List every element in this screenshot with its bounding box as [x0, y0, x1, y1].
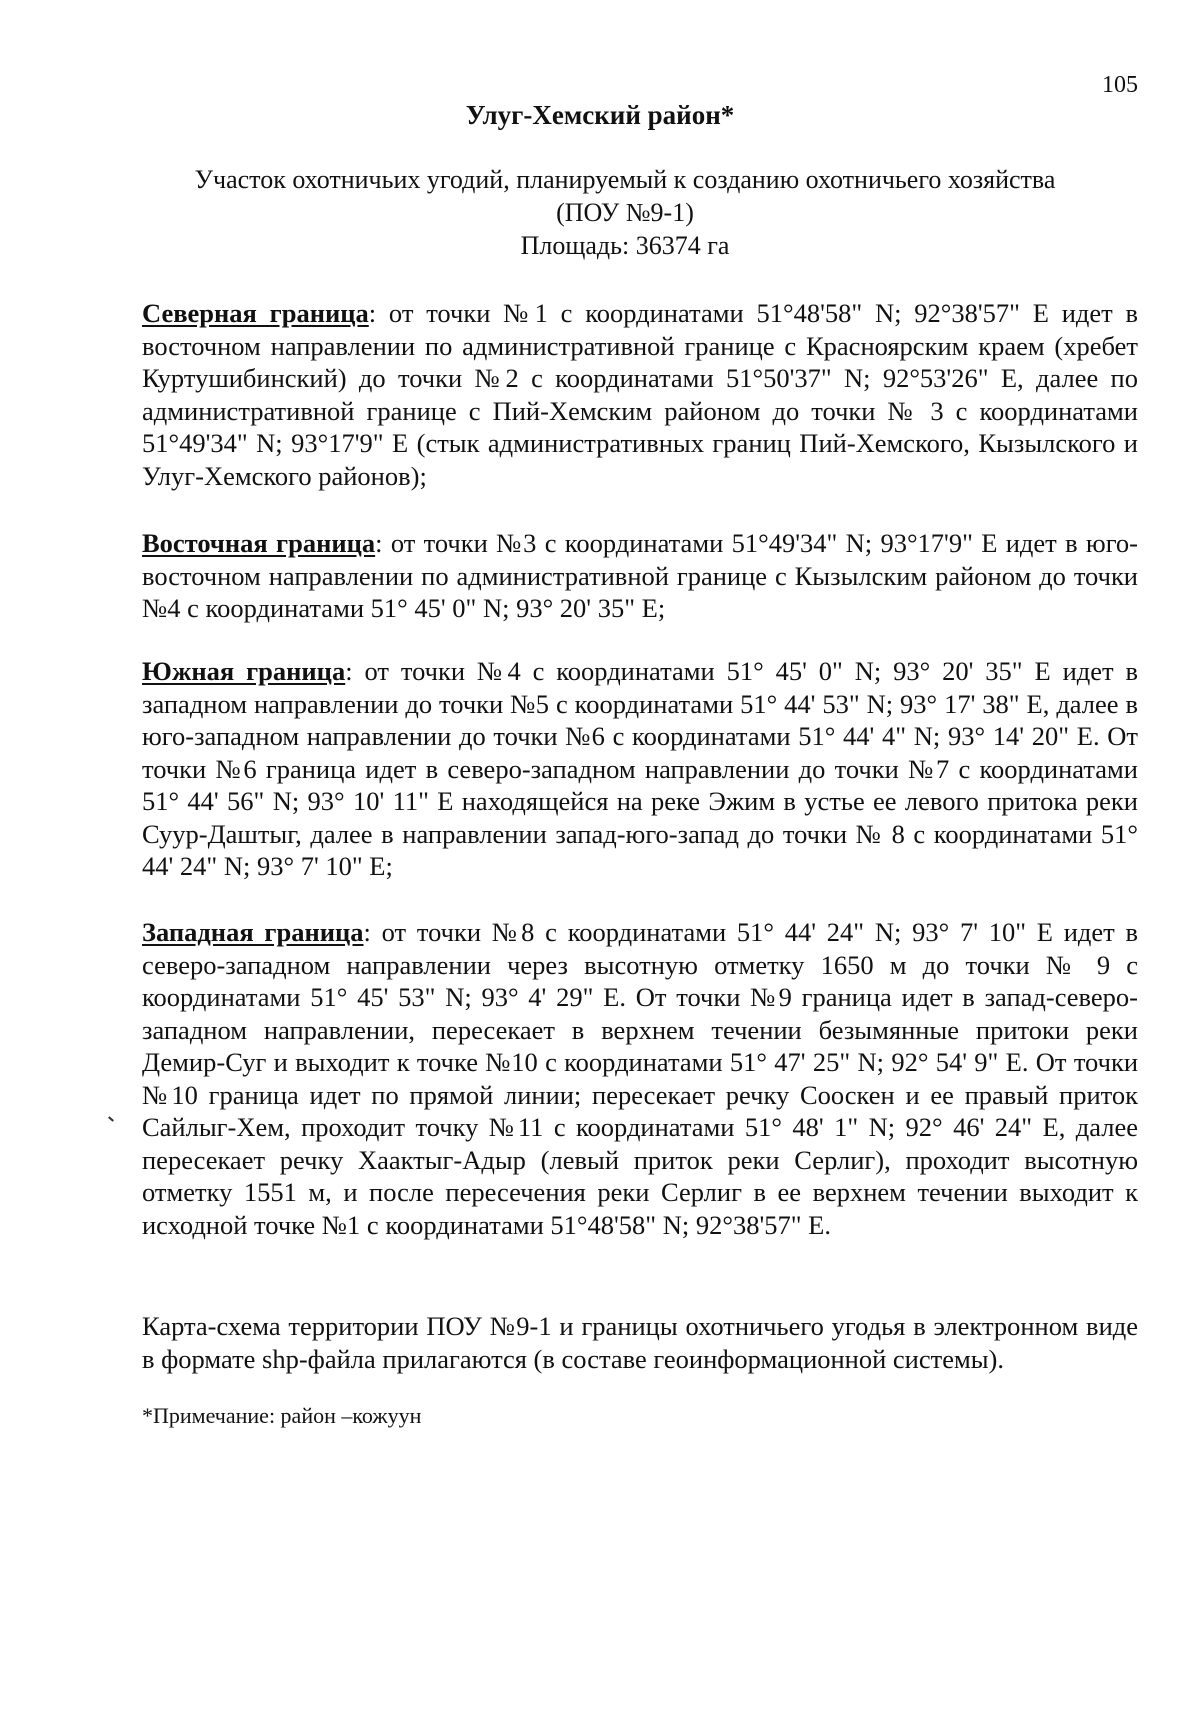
east-boundary-paragraph	[142, 527, 1138, 625]
document-subtitle	[150, 163, 1100, 262]
scan-artifact-mark	[108, 1116, 114, 1121]
south-boundary-paragraph	[142, 655, 1138, 883]
footnote: *Примечание: район –кожуун	[142, 1403, 422, 1428]
north-boundary-text: : от точки №1 с координатами 51°48'58" N; 92°38'57" E идет в восточном направлении по административной границе с Красноярским краем (хребет Куртушибинский) до точки №2 с координатами 51°50'37" N; 92°53'26" E, далее по административной границе с Пий-Хемским районом до точки № 3 с координатами 51°49'34" N; 93°17'9" E (стык административных границ Пий-Хемского, Кызылского и Улуг-Хемского районов);	[142, 298, 1139, 491]
map-note-paragraph: Карта-схема территории ПОУ №9-1 и границы охотничьего угодья в электронном виде в формате shp-файла прилагаются (в составе геоинформационной системы).	[142, 1311, 1138, 1374]
west-boundary-label: Западная граница	[142, 917, 364, 947]
west-boundary-text: : от точки №8 с координатами 51° 44' 24" N; 93° 7' 10" E идет в северо-западном направлении через высотную отметку 1650 м до точки № 9 с координатами 51° 45' 53" N; 93° 4' 29" E. От точки №9 граница идет в запад-северо-западном направлении, пересекает в верхнем течении безымянные притоки реки Демир-Суг и выходит к точке №10 с координатами 51° 47' 25" N; 92° 54' 9" E. От точки №10 граница идет по прямой линии; пересекает речку Сооскен и ее правый приток Сайлыг-Хем, проходит точку №11 с координатами 51° 48' 1" N; 92° 46' 24" E, далее пересекает речку Хаактыг-Адыр (левый приток реки Серлиг), проходит высотную отметку 1551 м, и после пересечения реки Серлиг в ее верхнем течении выходит к исходной точке №1 с координатами 51°48'58" N; 92°38'57" E.	[142, 917, 1138, 1240]
west-boundary-paragraph	[142, 916, 1138, 1241]
east-boundary-text: : от точки №3 с координатами 51°49'34" N; 93°17'9" E идет в юго-восточном направлении по административной границе с Кызылским районом до точки №4 с координатами 51° 45' 0" N; 93° 20' 35" E;	[142, 528, 1138, 623]
east-boundary-label: Восточная граница	[142, 528, 376, 558]
north-boundary-paragraph	[142, 297, 1138, 492]
north-boundary-label: Северная граница	[142, 298, 369, 328]
subtitle-line-3: Площадь: 36374 га	[520, 231, 730, 260]
south-boundary-label: Южная граница	[142, 656, 346, 686]
subtitle-line-2: (ПОУ №9-1)	[556, 198, 694, 227]
document-title: Улуг-Хемский район*	[465, 100, 735, 130]
page-number: 105	[1102, 72, 1138, 98]
subtitle-line-1: Участок охотничьих угодий, планируемый к созданию охотничьего хозяйства	[194, 165, 1056, 194]
south-boundary-text: : от точки №4 с координатами 51° 45' 0" N; 93° 20' 35" E идет в западном направлении до точки №5 с координатами 51° 44' 53" N; 93° 17' 38" E, далее в юго-западном направлении до точки №6 с координатами 51° 44' 4" N; 93° 14' 20" E. От точки №6 граница идет в северо-западном направлении до точки №7 с координатами 51° 44' 56" N; 93° 10' 11" E находящейся на реке Эжим в устье ее левого притока реки Суур-Даштыг, далее в направлении запад-юго-запад до точки № 8 с координатами 51° 44' 24" N; 93° 7' 10" E;	[142, 656, 1139, 881]
